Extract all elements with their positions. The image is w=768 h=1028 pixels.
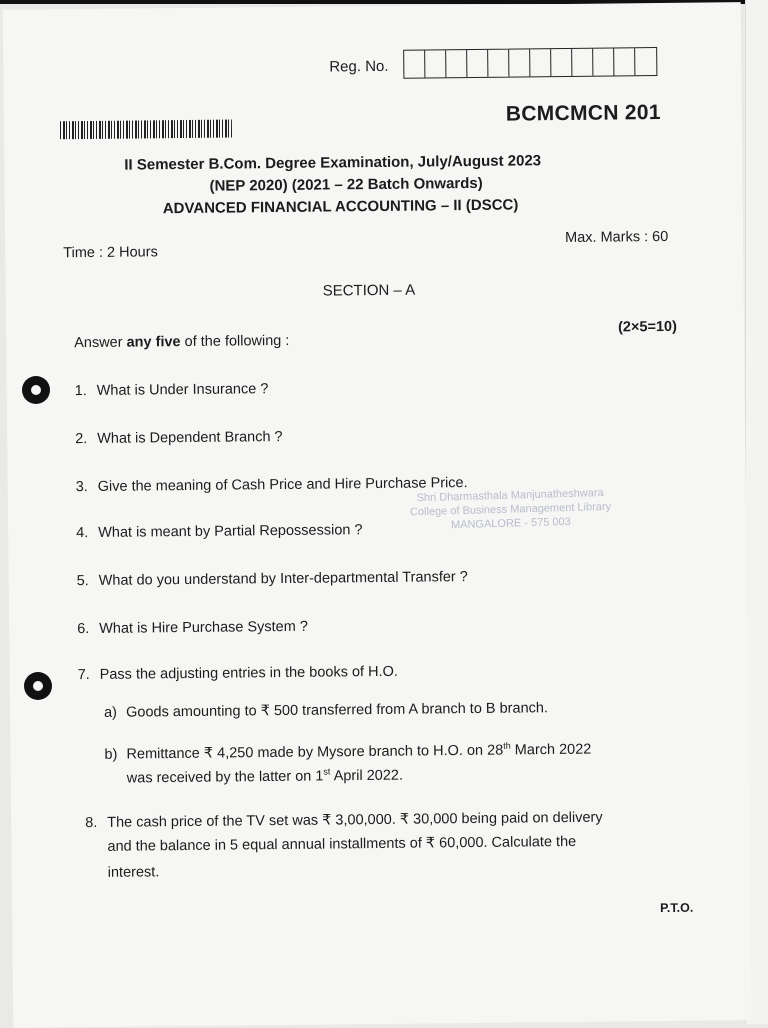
reg-no-box [614,48,635,75]
question-8-line2 [107,834,576,855]
question-text: What is Hire Purchase System ? [99,618,308,637]
max-marks: Max. Marks : 60 [565,228,669,247]
question-6 [77,619,308,637]
question-7a [104,700,548,721]
ordinal-suffix: th [503,740,511,751]
reg-no-box [446,50,467,77]
punch-hole-bottom [24,672,52,700]
stamp-line: Shri Dharmasthala Manjunatheshwara [416,486,604,505]
stamp-line: College of Business Management Library [409,500,612,519]
question-number: 5. [76,573,89,590]
reg-no-box [425,50,446,77]
question-text: Give the meaning of Cash Price and Hire Purchase Price. [97,475,468,495]
part-text: was received by the latter on 1 [126,768,324,787]
question-7 [78,664,398,683]
question-number: 6. [77,621,90,638]
exam-title: II Semester B.Com. Degree Examination, July/August 2023 [124,152,542,174]
instruction-suffix: of the following : [180,332,290,351]
ordinal-suffix: st [323,766,331,777]
barcode [60,119,232,139]
question-number: 3. [75,479,88,496]
question-4 [76,522,362,541]
punch-hole-top [22,376,50,404]
question-7b [104,740,591,763]
instruction-prefix: Answer [74,334,127,352]
question-number: 7. [77,667,90,684]
question-8 [85,810,603,831]
part-text: Goods amounting to ₹ 500 transferred from A branch to B branch. [125,700,549,721]
reg-no-box [488,50,509,77]
question-5 [77,569,468,589]
question-2 [75,429,283,447]
question-text: What do you understand by Inter-departmental Transfer ? [98,569,468,589]
section-instruction [74,333,289,351]
part-label: a) [103,704,118,721]
question-number: 2. [75,431,88,448]
question-number: 4. [76,525,89,542]
part-label: b) [104,746,118,763]
question-number: 8. [85,814,98,832]
library-stamp [409,486,611,534]
reg-no-box [551,49,572,76]
part-text-cont: March 2022 [510,741,592,759]
question-text: The cash price of the TV set was ₹ 3,00,000. ₹ 30,000 being paid on delivery [107,809,603,831]
reg-no-box [635,48,656,75]
question-8-line3 [108,864,160,881]
pto-label: P.T.O. [660,900,694,916]
time-allowed: Time : 2 Hours [63,244,158,262]
part-text: Remittance ₹ 4,250 made by Mysore branch to H.O. on 28 [126,742,504,763]
question-paper-page [3,2,752,1028]
question-7b-line2 [127,766,403,787]
question-text: What is meant by Partial Repossession ? [98,522,363,541]
question-text: What is Dependent Branch ? [97,428,283,447]
section-title: SECTION – A [322,281,416,300]
part-text-cont: April 2022. [330,767,404,785]
question-1 [75,381,269,399]
question-text: Pass the adjusting entries in the books of H.O. [99,663,398,683]
reg-no-box [572,49,593,76]
question-text: and the balance in 5 equal annual installments of ₹ 60,000. Calculate the [107,833,577,855]
reg-no-boxes [403,47,657,79]
question-text: interest. [107,864,160,881]
stamp-line: MANGALORE - 575 003 [450,515,571,532]
paper-code: BCMCMCN 201 [505,101,661,126]
reg-no-box [467,50,488,77]
instruction-bold: any five [126,334,181,351]
reg-no-box [404,50,425,77]
reg-no-label: Reg. No. [329,57,389,76]
question-text: What is Under Insurance ? [96,381,269,399]
reg-no-box [509,49,530,76]
reg-no-box [530,49,551,76]
reg-no-box [593,48,614,75]
exam-batch: (NEP 2020) (2021 – 22 Batch Onwards) [209,174,483,195]
subject-title: ADVANCED FINANCIAL ACCOUNTING – II (DSCC) [162,196,519,218]
section-marks: (2×5=10) [617,318,677,336]
question-number: 1. [74,383,87,400]
